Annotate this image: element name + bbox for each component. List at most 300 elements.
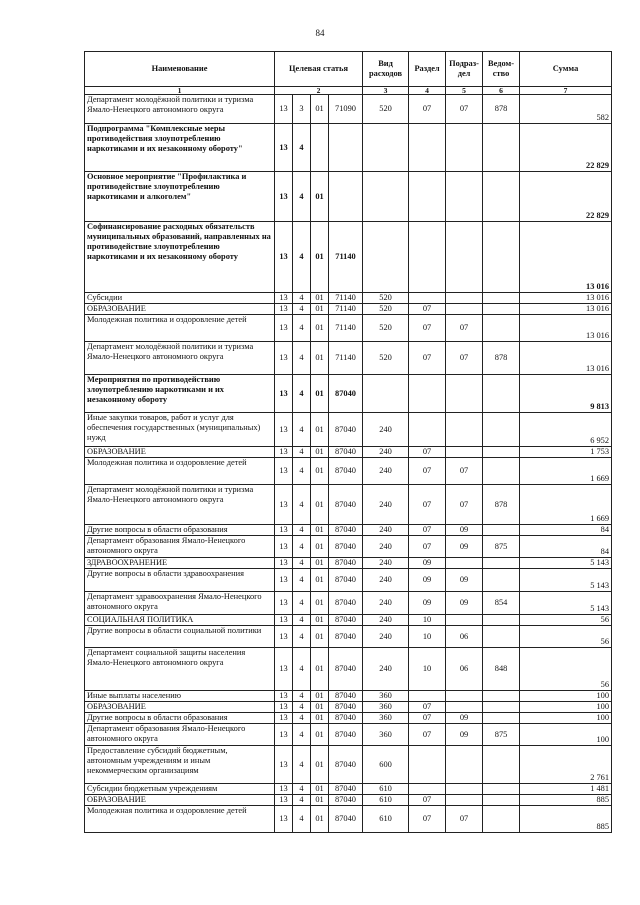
table-row [85, 485, 612, 525]
row-name-cell: Иные выплаты населению [85, 691, 275, 702]
target-code-subprogram-cell: 4 [293, 795, 311, 806]
department-cell [483, 702, 520, 713]
target-code-activity-cell: 01 [311, 413, 329, 447]
target-code-direction-cell: 87040 [329, 713, 363, 724]
header-subsection: Подраз-дел [446, 52, 483, 87]
target-code-subprogram-cell: 4 [293, 713, 311, 724]
department-cell: 878 [483, 95, 520, 124]
table-row [85, 375, 612, 413]
amount-cell: 5 143 [520, 569, 612, 592]
target-code-subprogram-cell: 4 [293, 485, 311, 525]
target-code-program-cell: 13 [275, 304, 293, 315]
section-cell: 07 [409, 806, 446, 833]
page-number: 84 [315, 28, 325, 38]
expense-type-cell [363, 172, 409, 222]
subsection-cell: 09 [446, 569, 483, 592]
expense-type-cell: 240 [363, 485, 409, 525]
target-code-direction-cell: 87040 [329, 525, 363, 536]
table-row [85, 304, 612, 315]
section-cell: 07 [409, 95, 446, 124]
target-code-program-cell: 13 [275, 648, 293, 691]
amount-cell: 22 829 [520, 124, 612, 172]
expense-type-cell [363, 222, 409, 293]
target-code-activity-cell: 01 [311, 615, 329, 626]
target-code-activity-cell: 01 [311, 222, 329, 293]
subsection-cell [446, 222, 483, 293]
target-code-subprogram-cell: 4 [293, 413, 311, 447]
row-name-cell: ОБРАЗОВАНИЕ [85, 447, 275, 458]
section-cell: 07 [409, 525, 446, 536]
section-cell [409, 293, 446, 304]
amount-cell: 13 016 [520, 315, 612, 342]
target-code-direction-cell: 87040 [329, 626, 363, 648]
target-code-program-cell: 13 [275, 784, 293, 795]
amount-cell: 885 [520, 795, 612, 806]
section-cell [409, 375, 446, 413]
header-name: Наименование [85, 52, 275, 87]
target-code-program-cell: 13 [275, 222, 293, 293]
header-target: Целевая статья [275, 52, 363, 87]
target-code-direction-cell: 87040 [329, 746, 363, 784]
section-cell: 09 [409, 558, 446, 569]
target-code-activity-cell: 01 [311, 447, 329, 458]
target-code-subprogram-cell: 4 [293, 746, 311, 784]
section-cell [409, 222, 446, 293]
target-code-program-cell: 13 [275, 315, 293, 342]
target-code-direction-cell: 87040 [329, 536, 363, 558]
section-cell: 10 [409, 615, 446, 626]
subsection-cell: 07 [446, 342, 483, 375]
expense-type-cell: 520 [363, 95, 409, 124]
target-code-direction-cell: 71140 [329, 222, 363, 293]
section-cell: 07 [409, 447, 446, 458]
amount-cell: 5 143 [520, 592, 612, 615]
subsection-cell [446, 784, 483, 795]
section-cell: 07 [409, 485, 446, 525]
target-code-activity-cell: 01 [311, 315, 329, 342]
target-code-program-cell: 13 [275, 806, 293, 833]
table-row [85, 447, 612, 458]
target-code-program-cell: 13 [275, 124, 293, 172]
table-row [85, 615, 612, 626]
section-cell [409, 413, 446, 447]
table-row [85, 724, 612, 746]
target-code-program-cell: 13 [275, 458, 293, 485]
section-cell: 07 [409, 795, 446, 806]
amount-cell: 2 761 [520, 746, 612, 784]
department-cell [483, 304, 520, 315]
department-cell [483, 525, 520, 536]
table-row [85, 413, 612, 447]
header-department: Ведом-ство [483, 52, 520, 87]
target-code-activity-cell: 01 [311, 702, 329, 713]
section-cell [409, 691, 446, 702]
subsection-cell: 07 [446, 806, 483, 833]
column-number: 1 [85, 87, 275, 95]
section-cell: 09 [409, 592, 446, 615]
table-row [85, 525, 612, 536]
department-cell [483, 713, 520, 724]
row-name-cell: Иные закупки товаров, работ и услуг для обеспечения государственных (муниципальных) нужд [85, 413, 275, 447]
target-code-direction-cell: 87040 [329, 702, 363, 713]
expense-type-cell [363, 375, 409, 413]
target-code-subprogram-cell: 4 [293, 691, 311, 702]
table-row [85, 342, 612, 375]
target-code-activity-cell: 01 [311, 691, 329, 702]
subsection-cell [446, 691, 483, 702]
expense-type-cell: 240 [363, 536, 409, 558]
target-code-program-cell: 13 [275, 536, 293, 558]
expense-type-cell [363, 124, 409, 172]
target-code-program-cell: 13 [275, 626, 293, 648]
target-code-activity-cell: 01 [311, 784, 329, 795]
section-cell: 07 [409, 304, 446, 315]
section-cell: 07 [409, 713, 446, 724]
expense-type-cell: 240 [363, 615, 409, 626]
department-cell [483, 172, 520, 222]
department-cell: 878 [483, 485, 520, 525]
expense-type-cell: 610 [363, 795, 409, 806]
expense-type-cell: 520 [363, 293, 409, 304]
target-code-subprogram-cell: 4 [293, 342, 311, 375]
target-code-direction-cell: 87040 [329, 784, 363, 795]
target-code-program-cell: 13 [275, 375, 293, 413]
target-code-activity-cell: 01 [311, 713, 329, 724]
table-row [85, 293, 612, 304]
header-section: Раздел [409, 52, 446, 87]
department-cell [483, 124, 520, 172]
department-cell [483, 746, 520, 784]
department-cell [483, 375, 520, 413]
department-cell [483, 447, 520, 458]
row-name-cell: СОЦИАЛЬНАЯ ПОЛИТИКА [85, 615, 275, 626]
subsection-cell [446, 702, 483, 713]
subsection-cell [446, 293, 483, 304]
target-code-direction-cell: 71140 [329, 315, 363, 342]
target-code-subprogram-cell: 4 [293, 626, 311, 648]
target-code-activity-cell: 01 [311, 304, 329, 315]
row-name-cell: ЗДРАВООХРАНЕНИЕ [85, 558, 275, 569]
table-row [85, 592, 612, 615]
expense-type-cell: 360 [363, 702, 409, 713]
section-cell: 09 [409, 569, 446, 592]
department-cell [483, 558, 520, 569]
amount-cell: 13 016 [520, 304, 612, 315]
target-code-direction-cell: 87040 [329, 806, 363, 833]
subsection-cell: 06 [446, 648, 483, 691]
amount-cell: 84 [520, 536, 612, 558]
target-code-direction-cell [329, 124, 363, 172]
target-code-program-cell: 13 [275, 795, 293, 806]
target-code-program-cell: 13 [275, 525, 293, 536]
target-code-direction-cell: 87040 [329, 691, 363, 702]
target-code-program-cell: 13 [275, 293, 293, 304]
row-name-cell: Молодежная политика и оздоровление детей [85, 315, 275, 342]
table-row [85, 795, 612, 806]
amount-cell: 885 [520, 806, 612, 833]
target-code-activity-cell: 01 [311, 724, 329, 746]
row-name-cell: Мероприятия по противодействию злоупотреблению наркотиками и их незаконному обороту [85, 375, 275, 413]
amount-cell: 56 [520, 626, 612, 648]
target-code-program-cell: 13 [275, 746, 293, 784]
target-code-subprogram-cell: 4 [293, 615, 311, 626]
row-name-cell: Другие вопросы в области образования [85, 713, 275, 724]
expense-type-cell: 520 [363, 315, 409, 342]
amount-cell: 5 143 [520, 558, 612, 569]
section-cell [409, 124, 446, 172]
section-cell [409, 784, 446, 795]
target-code-activity-cell: 01 [311, 626, 329, 648]
table-row [85, 222, 612, 293]
target-code-program-cell: 13 [275, 713, 293, 724]
target-code-subprogram-cell: 4 [293, 304, 311, 315]
target-code-program-cell: 13 [275, 615, 293, 626]
subsection-cell: 09 [446, 724, 483, 746]
department-cell [483, 784, 520, 795]
target-code-program-cell: 13 [275, 592, 293, 615]
table-row [85, 806, 612, 833]
expense-type-cell: 610 [363, 784, 409, 795]
department-cell [483, 458, 520, 485]
target-code-program-cell: 13 [275, 702, 293, 713]
target-code-subprogram-cell: 4 [293, 447, 311, 458]
table-row [85, 569, 612, 592]
row-name-cell: ОБРАЗОВАНИЕ [85, 702, 275, 713]
row-name-cell: Департамент молодёжной политики и туризма Ямало-Ненецкого автономного округа [85, 95, 275, 124]
amount-cell: 100 [520, 691, 612, 702]
column-number-row [85, 87, 612, 95]
target-code-subprogram-cell: 4 [293, 293, 311, 304]
subsection-cell: 07 [446, 95, 483, 124]
table-body [85, 95, 612, 833]
department-cell: 854 [483, 592, 520, 615]
department-cell [483, 615, 520, 626]
column-number: 4 [409, 87, 446, 95]
target-code-activity-cell: 01 [311, 536, 329, 558]
target-code-direction-cell: 87040 [329, 592, 363, 615]
target-code-program-cell: 13 [275, 691, 293, 702]
subsection-cell: 07 [446, 485, 483, 525]
expense-type-cell: 610 [363, 806, 409, 833]
table-row [85, 95, 612, 124]
table-row [85, 691, 612, 702]
subsection-cell [446, 447, 483, 458]
row-name-cell: Основное мероприятие "Профилактика и противодействие злоупотреблению наркотиками и алкоголем" [85, 172, 275, 222]
target-code-subprogram-cell: 4 [293, 806, 311, 833]
target-code-activity-cell: 01 [311, 569, 329, 592]
target-code-subprogram-cell: 4 [293, 702, 311, 713]
target-code-subprogram-cell: 4 [293, 724, 311, 746]
target-code-activity-cell: 01 [311, 485, 329, 525]
target-code-direction-cell: 87040 [329, 615, 363, 626]
section-cell: 10 [409, 626, 446, 648]
table-row [85, 746, 612, 784]
expense-type-cell: 240 [363, 447, 409, 458]
row-name-cell: Департамент молодёжной политики и туризма Ямало-Ненецкого автономного округа [85, 485, 275, 525]
target-code-subprogram-cell: 4 [293, 648, 311, 691]
section-cell: 07 [409, 702, 446, 713]
target-code-program-cell: 13 [275, 569, 293, 592]
header-row [85, 52, 612, 87]
amount-cell: 1 669 [520, 485, 612, 525]
target-code-activity-cell: 01 [311, 795, 329, 806]
row-name-cell: Молодежная политика и оздоровление детей [85, 806, 275, 833]
target-code-subprogram-cell: 4 [293, 558, 311, 569]
column-number: 2 [275, 87, 363, 95]
row-name-cell: Департамент молодёжной политики и туризма Ямало-Ненецкого автономного округа [85, 342, 275, 375]
target-code-program-cell: 13 [275, 342, 293, 375]
target-code-subprogram-cell: 4 [293, 172, 311, 222]
target-code-activity-cell: 01 [311, 592, 329, 615]
amount-cell: 56 [520, 648, 612, 691]
target-code-direction-cell: 87040 [329, 375, 363, 413]
target-code-activity-cell: 01 [311, 746, 329, 784]
expense-type-cell: 240 [363, 569, 409, 592]
department-cell: 878 [483, 342, 520, 375]
target-code-direction-cell: 71140 [329, 293, 363, 304]
expense-type-cell: 360 [363, 691, 409, 702]
target-code-direction-cell: 87040 [329, 648, 363, 691]
row-name-cell: ОБРАЗОВАНИЕ [85, 795, 275, 806]
subsection-cell: 09 [446, 592, 483, 615]
expense-type-cell: 360 [363, 724, 409, 746]
amount-cell: 1 481 [520, 784, 612, 795]
department-cell: 875 [483, 724, 520, 746]
row-name-cell: Предоставление субсидий бюджетным, автономным учреждениям и иным некоммерческим организациям [85, 746, 275, 784]
target-code-program-cell: 13 [275, 172, 293, 222]
target-code-subprogram-cell: 4 [293, 784, 311, 795]
section-cell: 10 [409, 648, 446, 691]
department-cell [483, 413, 520, 447]
row-name-cell: Субсидии бюджетным учреждениям [85, 784, 275, 795]
department-cell: 875 [483, 536, 520, 558]
target-code-direction-cell: 87040 [329, 558, 363, 569]
row-name-cell: Подпрограмма "Комплексные меры противодействия злоупотреблению наркотиками и их незаконному обороту" [85, 124, 275, 172]
expense-type-cell: 240 [363, 458, 409, 485]
subsection-cell [446, 172, 483, 222]
target-code-subprogram-cell: 4 [293, 375, 311, 413]
department-cell [483, 626, 520, 648]
department-cell [483, 795, 520, 806]
table-row [85, 784, 612, 795]
subsection-cell [446, 413, 483, 447]
target-code-direction-cell [329, 172, 363, 222]
amount-cell: 13 016 [520, 222, 612, 293]
expense-type-cell: 240 [363, 525, 409, 536]
section-cell: 07 [409, 458, 446, 485]
amount-cell: 13 016 [520, 293, 612, 304]
target-code-subprogram-cell: 4 [293, 222, 311, 293]
amount-cell: 84 [520, 525, 612, 536]
subsection-cell: 09 [446, 525, 483, 536]
subsection-cell [446, 795, 483, 806]
target-code-subprogram-cell: 4 [293, 592, 311, 615]
row-name-cell: Департамент образования Ямало-Ненецкого автономного округа [85, 724, 275, 746]
row-name-cell: Другие вопросы в области здравоохранения [85, 569, 275, 592]
target-code-subprogram-cell: 3 [293, 95, 311, 124]
target-code-activity-cell: 01 [311, 806, 329, 833]
section-cell [409, 172, 446, 222]
table-row [85, 702, 612, 713]
target-code-subprogram-cell: 4 [293, 525, 311, 536]
amount-cell: 6 952 [520, 413, 612, 447]
table-row [85, 458, 612, 485]
subsection-cell [446, 124, 483, 172]
target-code-activity-cell: 01 [311, 172, 329, 222]
target-code-direction-cell: 87040 [329, 569, 363, 592]
target-code-subprogram-cell: 4 [293, 315, 311, 342]
target-code-direction-cell: 71140 [329, 342, 363, 375]
target-code-program-cell: 13 [275, 413, 293, 447]
section-cell: 07 [409, 536, 446, 558]
amount-cell: 22 829 [520, 172, 612, 222]
table-row [85, 713, 612, 724]
subsection-cell [446, 375, 483, 413]
row-name-cell: Департамент социальной защиты населения Ямало-Ненецкого автономного округа [85, 648, 275, 691]
row-name-cell: Департамент здравоохранения Ямало-Ненецкого автономного округа [85, 592, 275, 615]
table-row [85, 558, 612, 569]
column-number: 3 [363, 87, 409, 95]
table-row [85, 648, 612, 691]
row-name-cell: Департамент образования Ямало-Ненецкого автономного округа [85, 536, 275, 558]
target-code-program-cell: 13 [275, 485, 293, 525]
amount-cell: 100 [520, 724, 612, 746]
expense-type-cell: 240 [363, 648, 409, 691]
department-cell [483, 222, 520, 293]
column-number: 7 [520, 87, 612, 95]
department-cell: 848 [483, 648, 520, 691]
target-code-activity-cell: 01 [311, 558, 329, 569]
section-cell: 07 [409, 342, 446, 375]
amount-cell: 1 753 [520, 447, 612, 458]
subsection-cell: 07 [446, 458, 483, 485]
section-cell: 07 [409, 724, 446, 746]
target-code-activity-cell: 01 [311, 375, 329, 413]
expense-type-cell: 520 [363, 342, 409, 375]
department-cell [483, 293, 520, 304]
section-cell: 07 [409, 315, 446, 342]
column-number: 6 [483, 87, 520, 95]
target-code-direction-cell: 87040 [329, 447, 363, 458]
target-code-activity-cell: 01 [311, 648, 329, 691]
header-expense-type: Вид расходов [363, 52, 409, 87]
target-code-direction-cell: 87040 [329, 458, 363, 485]
row-name-cell: Другие вопросы в области социальной политики [85, 626, 275, 648]
target-code-subprogram-cell: 4 [293, 124, 311, 172]
target-code-subprogram-cell: 4 [293, 458, 311, 485]
table-row [85, 124, 612, 172]
row-name-cell: ОБРАЗОВАНИЕ [85, 304, 275, 315]
target-code-activity-cell [311, 124, 329, 172]
target-code-activity-cell: 01 [311, 95, 329, 124]
table-row [85, 315, 612, 342]
target-code-activity-cell: 01 [311, 342, 329, 375]
amount-cell: 582 [520, 95, 612, 124]
target-code-program-cell: 13 [275, 95, 293, 124]
row-name-cell: Субсидии [85, 293, 275, 304]
subsection-cell: 07 [446, 315, 483, 342]
target-code-activity-cell: 01 [311, 458, 329, 485]
amount-cell: 1 669 [520, 458, 612, 485]
expense-type-cell: 240 [363, 558, 409, 569]
amount-cell: 9 813 [520, 375, 612, 413]
target-code-direction-cell: 87040 [329, 724, 363, 746]
subsection-cell [446, 615, 483, 626]
table-row [85, 172, 612, 222]
amount-cell: 13 016 [520, 342, 612, 375]
target-code-direction-cell: 87040 [329, 795, 363, 806]
row-name-cell: Софинансирование расходных обязательств муниципальных образований, направленных на противодействие злоупотреблению наркотиками и их незаконному обороту [85, 222, 275, 293]
